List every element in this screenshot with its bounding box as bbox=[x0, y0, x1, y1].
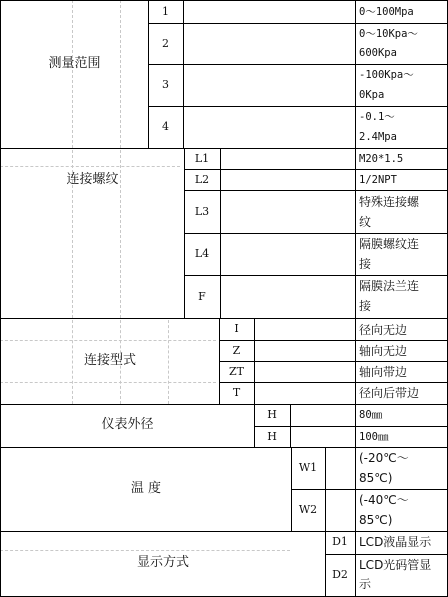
option-code: D1 bbox=[332, 535, 348, 548]
category-connection-thread: 连接螺纹 bbox=[66, 172, 119, 187]
option-code: H bbox=[267, 430, 277, 443]
option-value: 接 bbox=[359, 257, 372, 271]
option-code: L1 bbox=[194, 152, 210, 165]
category-measurement-range: 测量范围 bbox=[48, 56, 101, 71]
option-code: L3 bbox=[194, 205, 210, 218]
option-value: M20*1.5 bbox=[359, 153, 404, 165]
option-value: 径向无边 bbox=[359, 323, 408, 337]
option-code: Z bbox=[232, 344, 241, 357]
option-value: 轴向带边 bbox=[359, 365, 408, 379]
option-value: 示 bbox=[359, 577, 372, 591]
option-code: F bbox=[198, 290, 206, 303]
option-value: 轴向无边 bbox=[359, 344, 408, 358]
category-outer-diameter: 仪表外径 bbox=[101, 417, 154, 432]
option-value: 接 bbox=[359, 299, 372, 313]
option-value: (-40℃～ bbox=[359, 493, 409, 507]
option-value: 0～100Mpa bbox=[359, 6, 414, 18]
option-value: LCD液晶显示 bbox=[359, 535, 432, 549]
option-code: ZT bbox=[229, 365, 244, 378]
option-value: 85℃) bbox=[359, 471, 393, 485]
option-code: 3 bbox=[162, 78, 169, 91]
option-code: D2 bbox=[332, 568, 348, 581]
option-code: L2 bbox=[194, 173, 210, 186]
option-value: -100Kpa～ bbox=[359, 69, 414, 81]
option-value: 80㎜ bbox=[359, 409, 383, 421]
option-code: 2 bbox=[162, 37, 169, 50]
option-value: 0Kpa bbox=[359, 89, 385, 101]
option-code: H bbox=[267, 408, 277, 421]
option-value: 600Kpa bbox=[359, 47, 397, 59]
option-code: T bbox=[232, 386, 241, 399]
option-value: 0～10Kpa～ bbox=[359, 28, 418, 40]
option-code: 4 bbox=[162, 120, 169, 133]
option-value: 100㎜ bbox=[359, 431, 389, 443]
category-display: 显示方式 bbox=[136, 555, 189, 570]
option-code: L4 bbox=[194, 247, 210, 260]
option-value: 特殊连接螺 bbox=[359, 195, 420, 209]
option-code: 1 bbox=[162, 5, 169, 18]
option-value: 径向后带边 bbox=[359, 386, 420, 400]
category-temperature: 温 度 bbox=[130, 481, 162, 496]
category-connection-type: 连接型式 bbox=[83, 353, 136, 368]
option-value: LCD光码管显 bbox=[359, 558, 432, 572]
option-code: W1 bbox=[298, 461, 318, 474]
option-value: 2.4Mpa bbox=[359, 131, 397, 143]
option-code: I bbox=[234, 322, 239, 335]
option-value: 隔膜螺纹连 bbox=[359, 237, 420, 251]
option-value: 隔膜法兰连 bbox=[359, 279, 420, 293]
option-value: 1/2NPT bbox=[359, 174, 397, 186]
option-value: -0.1～ bbox=[359, 111, 395, 123]
option-value: (-20℃～ bbox=[359, 451, 409, 465]
option-value: 纹 bbox=[359, 215, 372, 229]
option-code: W2 bbox=[298, 503, 318, 516]
option-value: 85℃) bbox=[359, 513, 393, 527]
